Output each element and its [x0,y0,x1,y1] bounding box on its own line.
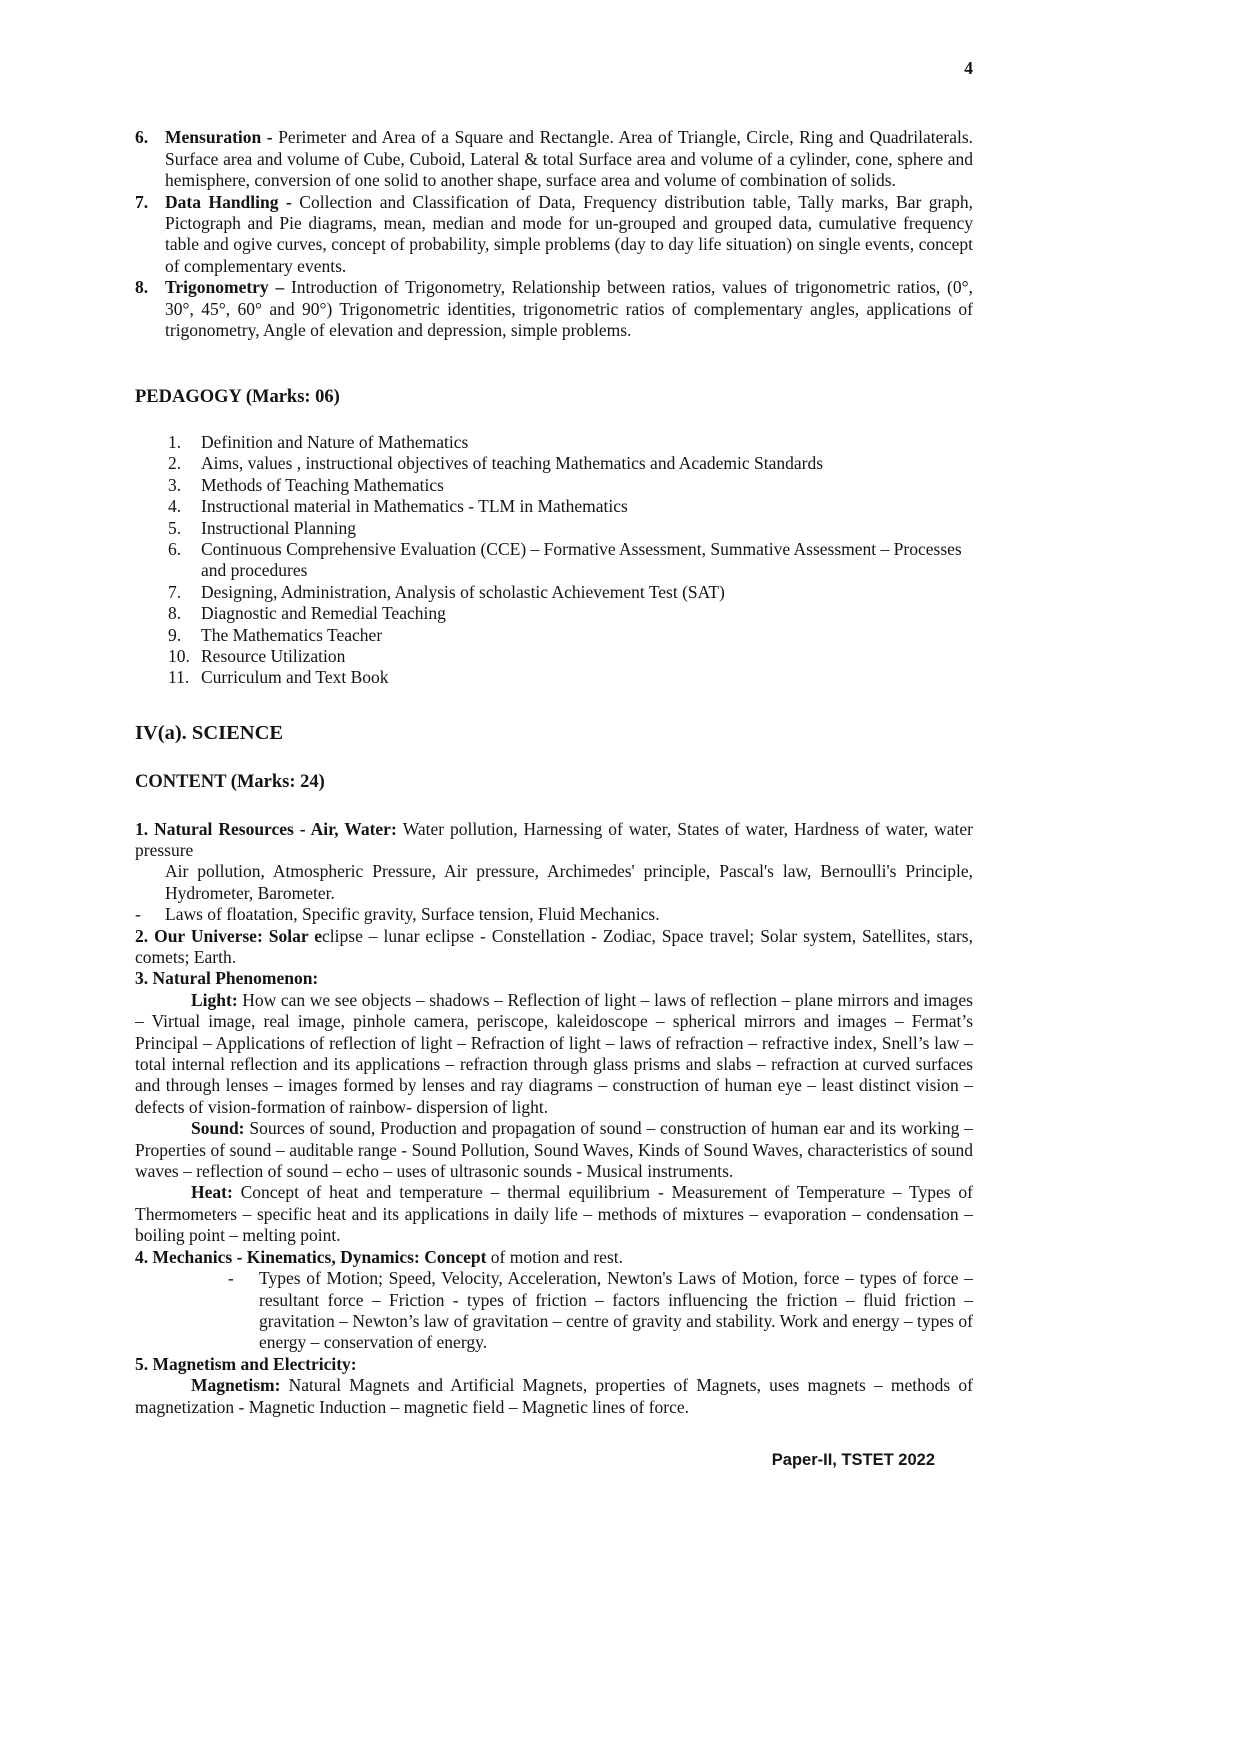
science-paragraph-sound [135,1118,973,1182]
math-item [135,277,973,341]
item-number: 6. [135,127,149,148]
science-paragraph-natural-phenomenon [135,968,973,989]
item-term: Data Handling - [165,191,300,212]
item-text: Instructional Planning [201,517,357,538]
dash-marker: - [228,1268,234,1289]
item-term: Trigonometry – [165,277,291,298]
item-description: Introduction of Trigonometry, Relationship between ratios, values of trigonometric ratios, (0°, 30°, 45°, 60° and 90°) Trigonometric identities, trigonometric ratios of complementary angles, applications of trigonometry, Angle of elevation and depression, simple problems. [165,277,973,341]
item-text: Curriculum and Text Book [201,667,389,688]
item-number: 11. [168,667,190,688]
paragraph-text: Natural Magnets and Artificial Magnets, properties of Magnets, uses magnets – methods of magnetization - Magnetic Induction – magnetic field – Magnetic lines of force. [135,1375,973,1417]
paragraph-text: Air pollution, Atmospheric Pressure, Air pressure, Archimedes' principle, Pascal's law, Bernoulli's Principle, Hydrometer, Barometer. [165,861,973,903]
science-paragraph-mechanics [135,1247,973,1268]
pedagogy-item [168,475,973,496]
dash-marker: - [135,904,141,925]
paragraph-lead: 5. Magnetism and Electricity: [135,1353,357,1374]
page-content [135,58,973,1471]
paragraph-lead: 1. Natural Resources - Air, Water: [135,818,403,839]
paragraph-text: Types of Motion; Speed, Velocity, Acceleration, Newton's Laws of Motion, force – types of force – resultant force – Friction - types of friction – factors influencing the friction – fluid friction – gravitation – Newton’s law of gravitation – centre of gravity and stability. Work and energy – types of energy – conservation of energy. [259,1268,973,1353]
item-text: Definition and Nature of Mathematics [201,431,469,452]
math-item [135,192,973,278]
science-paragraph-natural-resources [135,819,973,862]
pedagogy-item [168,646,973,667]
science-paragraph-magnetism-electricity [135,1354,973,1375]
math-syllabus-list [135,127,973,341]
pedagogy-item [168,625,973,646]
item-text: Aims, values , instructional objectives of teaching Mathematics and Academic Standards [201,453,824,474]
paragraph-lead: 3. Natural Phenomenon: [135,968,319,989]
item-number: 1. [168,431,182,452]
item-text: Methods of Teaching Mathematics [201,474,444,495]
item-text: Resource Utilization [201,645,346,666]
pedagogy-item [168,518,973,539]
paragraph-lead: Magnetism: [191,1375,289,1396]
item-text: Instructional material in Mathematics - TLM in Mathematics [201,496,628,517]
paragraph-lead: Light: [191,989,243,1010]
item-text [165,127,973,191]
pedagogy-item [168,539,973,582]
item-number: 2. [168,453,182,474]
item-number: 8. [168,603,182,624]
paragraph-text: of motion and rest. [490,1246,623,1267]
item-text: Diagnostic and Remedial Teaching [201,603,446,624]
item-description: Collection and Classification of Data, Frequency distribution table, Tally marks, Bar graph, Pictograph and Pie diagrams, mean, median and mode for un-grouped and grouped data, cumulative frequency table and ogive curves, concept of probability, simple problems (day to day life situation) on single events, concept of complementary events. [165,191,973,276]
science-section-heading: IV(a). SCIENCE [135,721,284,744]
item-number: 8. [135,277,149,298]
item-text: Continuous Comprehensive Evaluation (CCE) – Formative Assessment, Summative Assessment – Processes and procedures [201,538,962,581]
paragraph-lead: Heat: [191,1182,241,1203]
science-content-heading: CONTENT (Marks: 24) [135,772,325,793]
item-text [165,277,973,341]
paragraph-lead: 2. Our Universe: Solar e [135,925,323,946]
pedagogy-item [168,453,973,474]
paragraph-text: How can we see objects – shadows – Reflection of light – laws of reflection – plane mirrors and images – Virtual image, real image, pinhole camera, periscope, kaleidoscope – spherical mirrors and images – Fermat’s Principal – Applications of reflection of light – Refraction of light – laws of refraction – refractive index, Snell’s law – total internal reflection and its applications – refraction through glass prisms and slabs – refraction at curved surfaces and through lenses – images formed by lenses and ray diagrams – construction of human eye – least distinct vision – defects of vision-formation of rainbow- dispersion of light. [135,989,973,1117]
science-dash-item-types-of-motion [228,1268,973,1354]
math-item [135,127,973,191]
science-paragraph-our-universe [135,926,973,969]
pedagogy-item [168,496,973,517]
item-number: 9. [168,624,182,645]
pedagogy-list [168,432,973,689]
science-paragraph-light [135,990,973,1118]
item-text: The Mathematics Teacher [201,624,383,645]
page-number: 4 [964,58,973,78]
item-text: Designing, Administration, Analysis of scholastic Achievement Test (SAT) [201,581,725,602]
paragraph-text: Water pollution, Harnessing of water, States of water, Hardness of water, water pressure [135,818,973,860]
item-text [165,192,973,278]
science-content-body [135,819,973,1418]
item-term: Mensuration - [165,127,279,148]
paragraph-text: Sources of sound, Production and propagation of sound – construction of human ear and its working – Properties of sound – auditable range - Sound Pollution, Sound Waves, Kinds of Sound Waves, characteristics of sound waves – reflection of sound – echo – uses of ultrasonic sounds - Musical instruments. [135,1118,974,1182]
paragraph-text: clipse – lunar eclipse - Constellation - Zodiac, Space travel; Solar system, Satellites, stars, comets; Earth. [135,925,973,967]
item-number: 7. [168,581,182,602]
paragraph-lead: 4. Mechanics - Kinematics, Dynamics: Concept [135,1246,491,1267]
item-number: 10. [168,645,190,666]
pedagogy-item [168,667,973,688]
item-number: 3. [168,474,182,495]
science-paragraph-magnetism [135,1375,973,1418]
pedagogy-item [168,432,973,453]
pedagogy-heading: PEDAGOGY (Marks: 06) [135,387,340,408]
pedagogy-item [168,603,973,624]
item-number: 4. [168,496,182,517]
paragraph-lead: Sound: [191,1118,250,1139]
footer-text: Paper-II, TSTET 2022 [771,1450,935,1469]
science-paragraph-heat [135,1182,973,1246]
science-dash-item-floatation [135,904,973,925]
item-number: 5. [168,517,182,538]
item-description: Perimeter and Area of a Square and Rectangle. Area of Triangle, Circle, Ring and Quadrilaterals. Surface area and volume of Cube, Cuboid, Lateral & total Surface area and volume of a cylinder, cone, sphere and hemisphere, conversion of one solid to another shape, surface area and volume of combination of solids. [165,127,974,191]
pedagogy-item [168,582,973,603]
paragraph-text: Concept of heat and temperature – thermal equilibrium - Measurement of Temperature – Types of Thermometers – specific heat and its applications in daily life – methods of mixtures – evaporation – condensation – boiling point – melting point. [135,1182,973,1246]
item-number: 7. [135,191,149,212]
paragraph-text: Laws of floatation, Specific gravity, Surface tension, Fluid Mechanics. [165,904,660,925]
science-paragraph-air-pollution [165,861,973,904]
item-number: 6. [168,538,182,559]
